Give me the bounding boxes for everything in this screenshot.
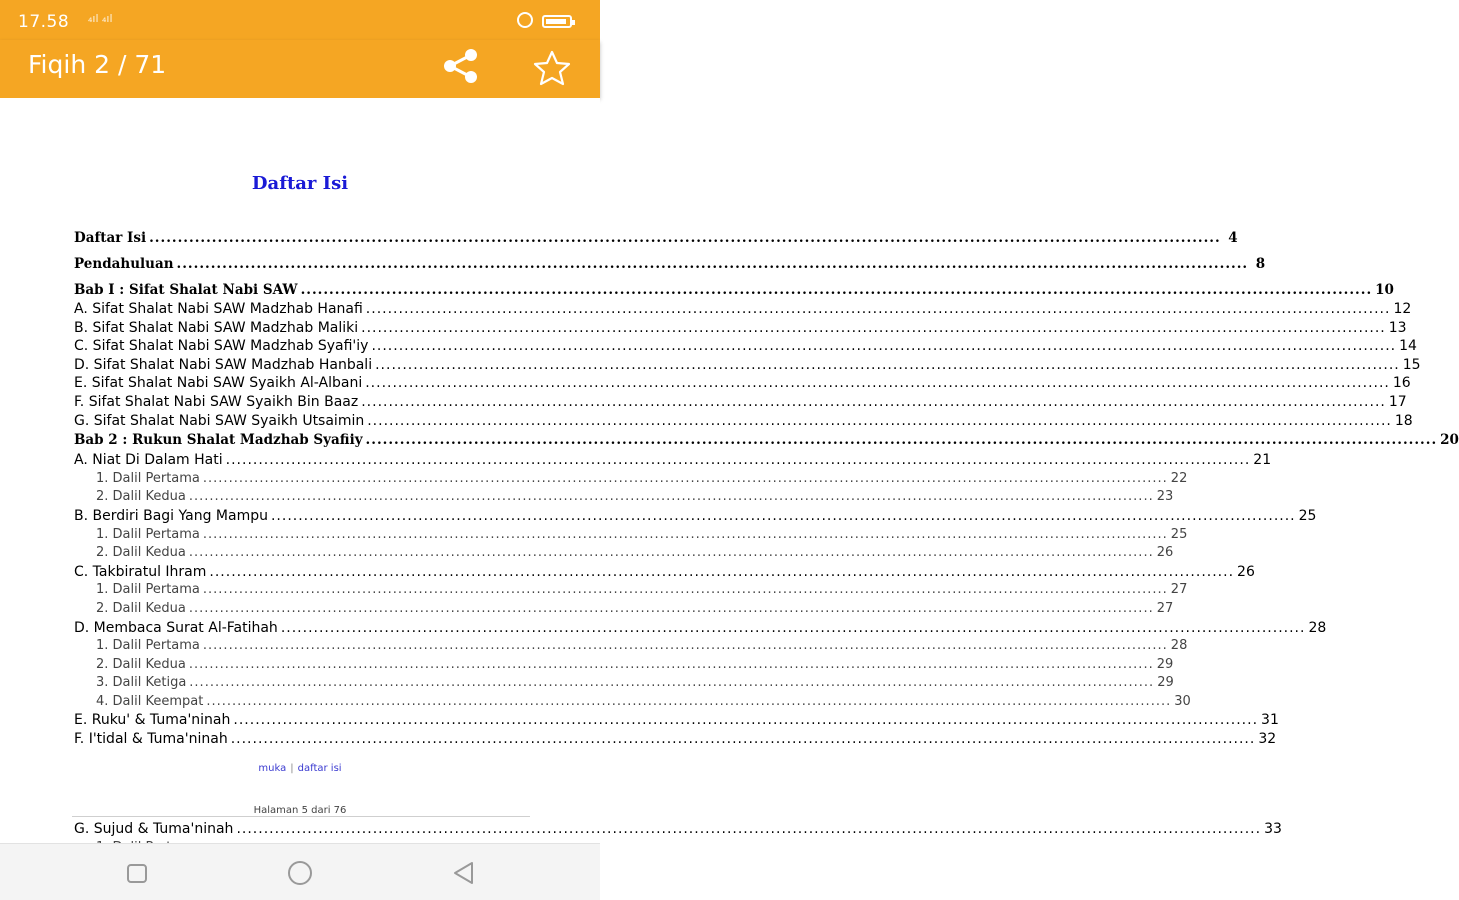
toc-entry-label: 1. Dalil Pertama — [96, 470, 200, 486]
alarm-icon — [517, 12, 533, 28]
toc-entry-page: 23 — [1156, 489, 1174, 505]
toc-heading: Daftar Isi — [251, 173, 349, 194]
toc-entry-page: 22 — [1170, 470, 1188, 486]
toc-entry-page: 25 — [1170, 526, 1188, 542]
back-triangle-icon[interactable] — [448, 858, 478, 888]
toc-entry-page: 21 — [1253, 452, 1272, 469]
toc-entry-page: 28 — [1308, 619, 1327, 636]
toc-entry-label: D. Membaca Surat Al-Fatihah — [74, 619, 278, 636]
document-page[interactable] — [0, 98, 1459, 843]
link-separator: | — [290, 763, 294, 774]
toc-entry-page: 30 — [1174, 693, 1191, 709]
toc-entry-label: Bab I : Sifat Shalat Nabi SAW — [74, 282, 298, 298]
toc-entry-page: 29 — [1156, 656, 1174, 672]
leader-dots — [271, 507, 1296, 526]
page-divider — [72, 816, 530, 817]
toc-entry-label: B. Sifat Shalat Nabi SAW Madzhab Maliki — [74, 319, 359, 336]
toc-entry-page: 8 — [1255, 256, 1266, 272]
toc-entry[interactable] — [74, 619, 1327, 638]
toc-entry[interactable] — [74, 581, 1188, 600]
toc-entry-page: 27 — [1156, 600, 1174, 616]
leader-dots — [367, 412, 1392, 431]
toc-entry-page: 14 — [1399, 338, 1417, 355]
toc-entry[interactable] — [74, 451, 1272, 470]
toc-entry[interactable] — [74, 563, 1255, 582]
toc-entry[interactable] — [74, 300, 1412, 319]
toc-entry-label: C. Takbiratul Ihram — [74, 563, 207, 580]
leader-dots — [281, 619, 1306, 638]
leader-dots — [226, 451, 1251, 470]
toc-entry-label: G. Sujud & Tuma'ninah — [74, 821, 234, 837]
leader-dots — [366, 300, 1391, 319]
status-bar — [0, 0, 600, 40]
toc-entry-page: 31 — [1261, 712, 1279, 729]
toc-entry-label: 2. Dalil Kedua — [96, 545, 186, 561]
toc-entry-label: A. Sifat Shalat Nabi SAW Madzhab Hanafi — [74, 301, 363, 317]
toc-entry-label: Daftar Isi — [74, 230, 147, 246]
toc-entry-page: 32 — [1258, 731, 1277, 748]
toc-entry-label: G. Sifat Shalat Nabi SAW Syaikh Utsaimin — [74, 412, 365, 429]
leader-dots — [203, 470, 1168, 489]
toc-entry[interactable] — [74, 254, 1266, 275]
toc-entry-label: C. Sifat Shalat Nabi SAW Madzhab Syafi'iy — [74, 338, 369, 355]
leader-dots — [361, 319, 1386, 338]
toc-entry-page: 13 — [1388, 319, 1407, 336]
toc-entry-page: 26 — [1156, 545, 1174, 561]
toc-entry-page: 25 — [1298, 507, 1317, 524]
toc-entry[interactable] — [74, 374, 1411, 393]
toc-entry[interactable] — [74, 544, 1174, 563]
toc-entry[interactable] — [74, 356, 1421, 375]
leader-dots — [233, 711, 1258, 730]
leader-dots — [177, 254, 1249, 275]
toc-entry-label: 4. Dalil Keempat — [96, 693, 204, 709]
star-icon[interactable] — [530, 46, 574, 88]
toc-entry[interactable] — [74, 412, 1413, 431]
leader-dots — [231, 730, 1256, 749]
toc-entry-label: B. Berdiri Bagi Yang Mampu — [74, 507, 268, 524]
leader-dots — [189, 544, 1154, 563]
toc-entry[interactable] — [74, 488, 1174, 507]
toc-entry-page: 16 — [1392, 375, 1411, 392]
toc-entry-next[interactable] — [74, 820, 1282, 839]
leader-dots — [236, 820, 1261, 839]
toc-entry-page: 27 — [1170, 582, 1188, 598]
toc-entry-page: 18 — [1394, 412, 1413, 429]
leader-dots — [365, 374, 1390, 393]
toc-entry[interactable] — [74, 600, 1174, 619]
leader-dots — [203, 581, 1168, 600]
toc-entry[interactable] — [74, 711, 1279, 730]
signal-icon: ₄ıl ₄ıl — [88, 12, 113, 25]
share-icon[interactable] — [438, 46, 484, 86]
leader-dots — [203, 526, 1168, 545]
toc-entry[interactable] — [74, 507, 1317, 526]
leader-dots — [206, 693, 1171, 712]
leader-dots — [189, 488, 1154, 507]
toc-entry-label: F. Sifat Shalat Nabi SAW Syaikh Bin Baaz — [74, 393, 359, 410]
toc-entry-label: 1. Dalil Pertama — [96, 638, 200, 654]
toc-entry[interactable] — [74, 228, 1238, 249]
leader-dots — [301, 280, 1373, 300]
toc-entry[interactable] — [74, 656, 1174, 675]
toc-entry-label: A. Niat Di Dalam Hati — [74, 452, 223, 469]
toc-entry-page: 28 — [1170, 638, 1188, 654]
toc-entry-page: 10 — [1375, 282, 1394, 298]
toc-entry[interactable] — [74, 319, 1407, 338]
leader-dots — [371, 337, 1396, 356]
toc-entry-label: 1. Dalil Pertama — [96, 526, 200, 542]
toc-entry-page: 15 — [1402, 356, 1421, 373]
toc-entry-label: 2. Dalil Kedua — [96, 600, 186, 616]
toc-entry-label: E. Ruku' & Tuma'ninah — [74, 712, 231, 729]
toc-entry-page: 33 — [1264, 821, 1282, 837]
toc-link[interactable]: daftar isi — [297, 763, 342, 774]
toc-entry-page: 29 — [1157, 675, 1174, 691]
leader-dots — [189, 600, 1154, 619]
toc-entry-label: E. Sifat Shalat Nabi SAW Syaikh Al-Albani — [74, 375, 363, 392]
app-title: Fiqih 2 / 71 — [28, 50, 167, 79]
leader-dots — [209, 563, 1234, 582]
toc-entry[interactable] — [74, 470, 1188, 489]
page-info: Halaman 5 dari 76 — [253, 805, 347, 816]
toc-entry[interactable] — [74, 637, 1188, 656]
toc-entry-page: 12 — [1393, 301, 1412, 317]
leader-dots — [361, 393, 1386, 412]
toc-entry[interactable] — [74, 337, 1417, 356]
leader-dots — [149, 228, 1221, 249]
toc-entry[interactable] — [74, 526, 1188, 545]
toc-entry-page: 20 — [1440, 432, 1459, 449]
leader-dots — [189, 656, 1154, 675]
toc-entry[interactable] — [74, 430, 1459, 451]
leader-dots — [375, 356, 1400, 375]
app-bar — [0, 40, 600, 98]
recents-square-icon[interactable] — [122, 858, 152, 888]
toc-entry-label: 1. Dalil Pertama — [96, 582, 200, 598]
toc-entry-label: F. I'tidal & Tuma'ninah — [74, 731, 228, 748]
toc-list — [74, 228, 1459, 749]
toc-entry-page: 26 — [1237, 563, 1255, 580]
toc-entry[interactable] — [74, 674, 1174, 693]
leader-dots — [366, 430, 1438, 451]
status-time: 17.58 — [18, 12, 70, 32]
toc-entry[interactable] — [74, 693, 1191, 712]
toc-entry-label: Bab 2 : Rukun Shalat Madzhab Syafiiy — [74, 432, 363, 449]
toc-entry[interactable] — [74, 280, 1394, 300]
toc-entry-label: 2. Dalil Kedua — [96, 489, 186, 505]
system-nav-bar — [0, 843, 600, 900]
toc-entry-page: 17 — [1388, 393, 1407, 410]
leader-dots — [189, 674, 1154, 693]
page-links — [0, 763, 600, 774]
home-circle-icon[interactable] — [285, 858, 315, 888]
home-link[interactable]: muka — [258, 763, 287, 774]
toc-entry-label: D. Sifat Shalat Nabi SAW Madzhab Hanbali — [74, 356, 373, 373]
leader-dots — [203, 637, 1168, 656]
toc-entry-label: Pendahuluan — [74, 256, 174, 272]
battery-icon — [542, 15, 572, 28]
toc-entry[interactable] — [74, 393, 1407, 412]
toc-entry-label: 3. Dalil Ketiga — [96, 675, 187, 691]
toc-entry-label: 2. Dalil Kedua — [96, 656, 186, 672]
toc-entry[interactable] — [74, 730, 1277, 749]
toc-entry-page: 4 — [1228, 230, 1238, 246]
